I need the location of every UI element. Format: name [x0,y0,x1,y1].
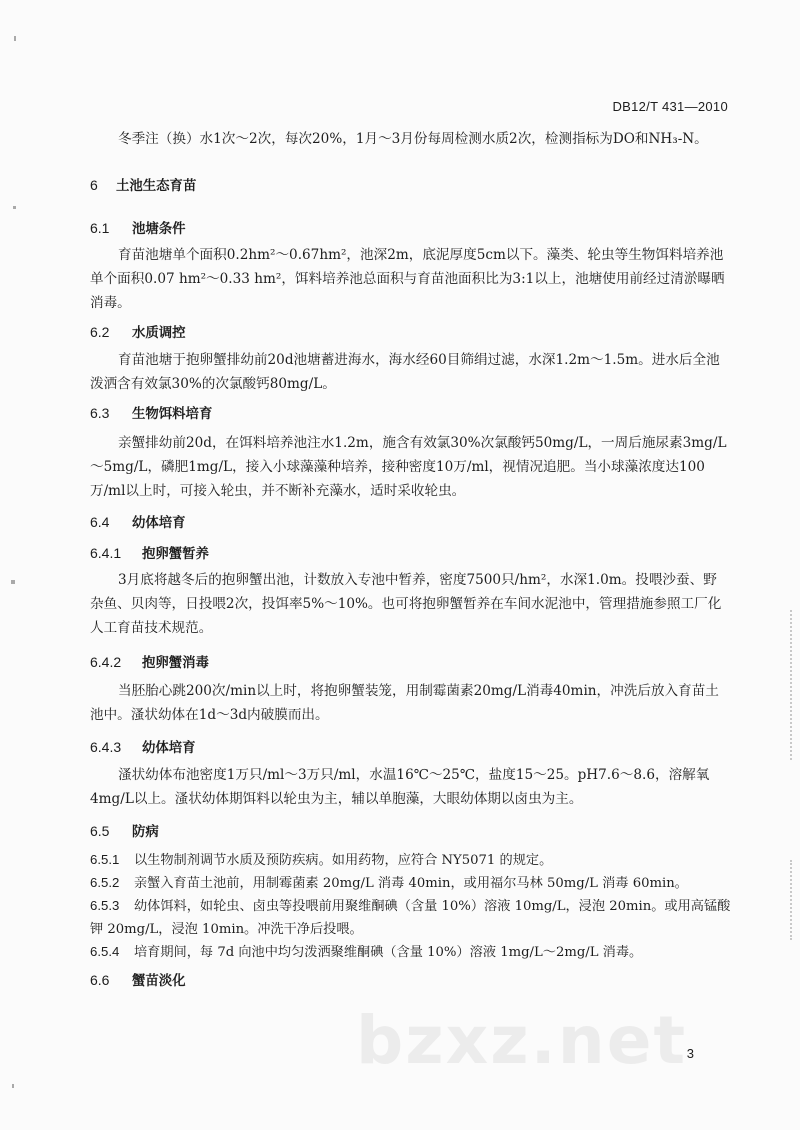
section-title: 防病 [132,825,159,840]
section-title: 抱卵蟹暂养 [142,547,209,562]
item-text: 幼体饵料，如轮虫、卤虫等投喂前用聚维酮碘（含量 10%）溶液 10mg/L，浸泡 20min。或用高锰酸钾 20mg/L，浸泡 10min。冲洗干净后投喂。 [90,899,731,937]
scan-mark [14,36,16,41]
list-item-6-5-4 [90,940,740,964]
item-number: 6.5.3 [90,898,120,913]
section-6-4-1-text: 3月底将越冬后的抱卵蟹出池，计数放入专池中暂养，密度7500只/hm²，水深1.0m。投喂沙蚕、野杂鱼、贝肉等，日投喂2次，投饵率5%～10%。也可将抱卵蟹暂养在车间水泥池中，管理措施参照工厂化人工育苗技术规范。 [90,572,722,636]
section-title: 蟹苗淡化 [132,974,186,989]
section-title: 生物饵料培育 [132,407,213,422]
section-number: 6.3 [90,405,110,421]
scan-mark [11,580,15,584]
item-number: 6.5.2 [90,875,120,890]
section-6-1-heading [90,218,186,237]
paragraph-winter-water-change: 冬季注（换）水1次～2次，每次20%，1月～3月份每周检测水质2次，检测指标为DO和NH₃-N。 [118,131,708,147]
section-6-2-heading [90,322,186,341]
section-number: 6.2 [90,324,110,340]
section-title: 幼体培育 [132,516,186,531]
section-number: 6.4.2 [90,654,122,670]
standard-code: DB12/T 431—2010 [612,99,728,114]
page-number: 3 [686,1046,694,1061]
section-number: 6.6 [90,972,110,988]
item-text: 培育期间，每 7d 向池中均匀泼洒聚维酮碘（含量 10%）溶液 1mg/L～2mg/L 消毒。 [134,945,643,960]
section-6-4-1-heading [90,543,209,562]
scan-mark [13,206,16,209]
section-6-2-text: 育苗池塘于抱卵蟹排幼前20d池塘蓄进海水，海水经60目筛绢过滤，水深1.2m～1.5m。进水后全池泼洒含有效氯30%的次氯酸钙80mg/L。 [90,352,720,392]
section-6-4-heading [90,512,186,531]
scan-edge-dots [790,610,794,760]
section-6-3-heading [90,403,212,422]
section-6-4-2-heading [90,652,209,671]
section-title: 幼体培育 [142,741,196,756]
section-6-4-3-text: 溞状幼体布池密度1万只/ml～3万只/ml，水温16℃～25℃，盐度15～25。pH7.6～8.6，溶解氧4mg/L以上。溞状幼体期饵料以轮虫为主，辅以单胞藻，大眼幼体期以卤虫为主。 [90,767,710,807]
list-item-6-5-3 [90,894,740,941]
scan-mark [12,1084,14,1088]
section-6-heading [90,175,196,194]
item-number: 6.5.1 [90,852,120,867]
scan-edge-dots [790,860,794,940]
section-title: 池塘条件 [132,222,186,237]
item-text: 亲蟹入育苗土池前，用制霉菌素 20mg/L 消毒 40min，或用福尔马林 50mg/L 消毒 60min。 [134,876,688,891]
section-6-1-text: 育苗池塘单个面积0.2hm²～0.67hm²，池深2m，底泥厚度5cm以下。藻类、轮虫等生物饵料培养池单个面积0.07 hm²～0.33 hm²，饵料培养池总面积与育苗池面积比为3:1以上，池塘使用前经过清淤曝晒消毒。 [90,247,725,311]
section-number: 6 [90,177,98,193]
section-6-4-3-heading [90,737,196,756]
section-title: 抱卵蟹消毒 [142,656,209,671]
section-title: 土池生态育苗 [116,179,197,194]
section-number: 6.4.1 [90,545,122,561]
section-number: 6.4 [90,514,110,530]
list-item-6-5-1 [90,848,740,872]
section-6-4-2-text: 当胚胎心跳200次/min以上时，将抱卵蟹装笼，用制霉菌素20mg/L消毒40min，冲洗后放入育苗土池中。溞状幼体在1d～3d内破膜而出。 [90,683,719,723]
item-number: 6.5.4 [90,944,120,959]
item-text: 以生物制剂调节水质及预防疾病。如用药物，应符合 NY5071 的规定。 [134,853,553,868]
section-title: 水质调控 [132,326,186,341]
list-item-6-5-2 [90,871,740,895]
section-6-5-heading [90,821,159,840]
section-number: 6.5 [90,823,110,839]
watermark: bzxz.net [356,1002,688,1079]
section-6-6-heading [90,970,186,989]
section-number: 6.4.3 [90,739,122,755]
section-number: 6.1 [90,220,110,236]
section-6-3-text: 亲蟹排幼前20d，在饵料培养池注水1.2m，施含有效氯30%次氯酸钙50mg/L，一周后施尿素3mg/L～5mg/L，磷肥1mg/L，接入小球藻藻种培养，接种密度10万/ml，视情况追肥。当小球藻浓度达100万/ml以上时，可接入轮虫，并不断补充藻水，适时采收轮虫。 [90,435,727,499]
